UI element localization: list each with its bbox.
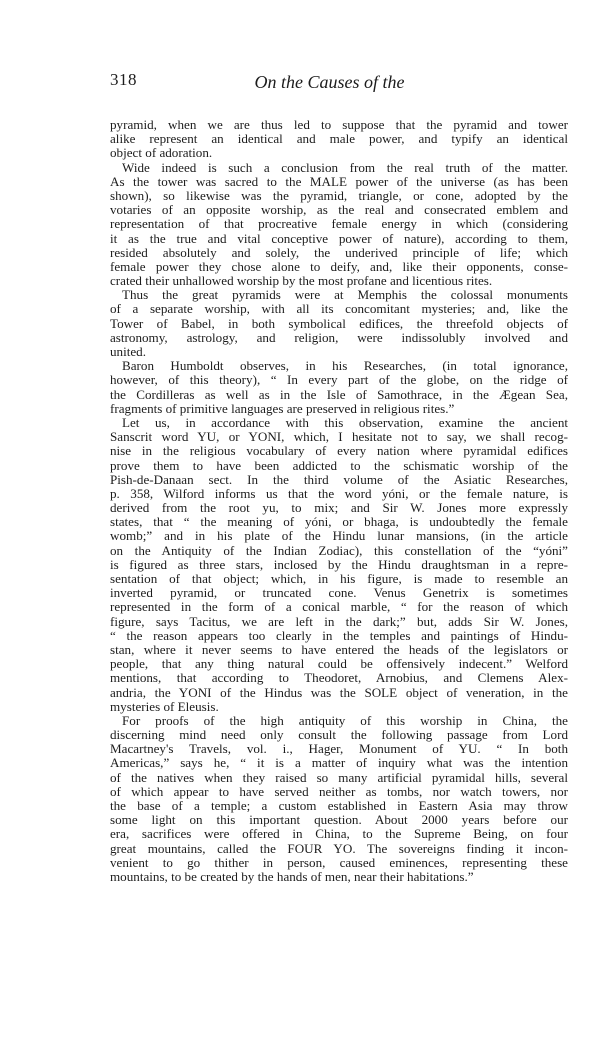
text-line: Wide indeed is such a conclusion from the real truth of the matter. — [122, 160, 568, 175]
text-line: stan, where it never seems to have entered the heads of the legislators or — [110, 642, 568, 657]
text-line: is figured as three stars, inclosed by the Hindu draughtsman in a repre- — [110, 557, 568, 572]
text-line: great mountains, called the FOUR YO. The sovereigns finding it incon- — [110, 841, 568, 856]
text-line: people, that any thing natural could be offensively indecent.” Welford — [110, 657, 568, 672]
text-line: p. 358, Wilford informs us that the word yóni, or the female nature, is — [110, 486, 568, 501]
text-line: it as the true and vital conceptive power of nature), according to them, — [110, 231, 568, 246]
text-line: nise in the religious vocabulary of every nation where pyramidal edifices — [110, 444, 568, 459]
text-line: sentation of that object; which, in his figure, is made to resemble an — [110, 572, 568, 586]
text-line: of a separate worship, with all its concomitant mysteries; and, like the — [110, 302, 568, 317]
text-line: fragments of primitive languages are preserved in religious rites.” — [110, 401, 455, 416]
text-line: votaries of an opposite worship, as the real and consecrated emblem and — [110, 203, 568, 218]
text-line: inverted pyramid, or truncated cone. Venus Genetrix is sometimes — [110, 586, 568, 601]
text-line: As the tower was sacred to the MALE power of the universe (as has been — [110, 174, 568, 189]
text-line: female power they chose alone to deify, and, like their opponents, conse- — [110, 259, 568, 274]
text-line: Sanscrit word YU, or YONI, which, I hesitate not to say, we shall recog- — [110, 430, 568, 445]
text-line: Let us, in accordance with this observation, examine the ancient — [122, 415, 568, 430]
text-line: of which appear to have served neither as tombs, nor watch towers, nor — [110, 784, 568, 799]
text-line: andria, the YONI of the Hindus was the SOLE object of veneration, in the — [110, 685, 568, 700]
text-line: mentions, that according to Theodoret, Arnobius, and Clemens Alex- — [110, 671, 568, 686]
text-line: womb;” and in his plate of the Hindu lunar mansions, (in the article — [110, 529, 568, 544]
text-line: some light on this important question. About 2000 years before our — [110, 813, 568, 828]
text-line: venient to go thither in person, caused eminences, representing these — [110, 855, 568, 870]
running-title: On the Causes of the — [254, 72, 405, 92]
text-line: Americas,” says he, “ it is a matter of inquiry what was the intention — [110, 756, 568, 771]
text-line: mysteries of Eleusis. — [110, 699, 219, 714]
text-line: crated their unhallowed worship by the most profane and licentious rites. — [110, 274, 493, 289]
body-text — [110, 118, 568, 884]
text-line: states, that “ the meaning of yóni, or bhaga, is undoubtedly the female — [110, 515, 568, 530]
text-line: resided absolutely and solely, the underived principle of life; which — [110, 245, 568, 260]
text-line: era, sacrifices were offered in China, to the Supreme Being, on four — [110, 827, 568, 842]
text-line: object of adoration. — [110, 146, 213, 161]
text-line: figure, says Tacitus, we are left in the dark;” but, adds Sir W. Jones, — [110, 614, 568, 629]
text-line: of the natives when they raised so many artificial pyramidal hills, several — [110, 770, 568, 785]
text-line: the Cordilleras as well as in the Isle of Samothrace, in the Ægean Sea, — [110, 387, 568, 402]
text-line: representation of that procreative female energy in which (considering — [110, 217, 568, 232]
text-line: Baron Humboldt observes, in his Researches, (in total ignorance, — [122, 359, 568, 374]
text-line: Macartney's Travels, vol. i., Hager, Monument of YU. “ In both — [110, 742, 568, 757]
text-line: united. — [110, 345, 147, 359]
text-line: discerning mind need only consult the following passage from Lord — [110, 728, 568, 743]
text-line: prove them to have been addicted to the schismatic worship of the — [110, 458, 568, 473]
text-line: Pish-de-Danaan sect. In the third volume of the Asiatic Researches, — [110, 472, 568, 487]
text-line: Thus the great pyramids were at Memphis the colossal monuments — [122, 288, 568, 303]
text-line: however, of this theory), “ In every part of the globe, on the ridge of — [110, 373, 568, 388]
text-line: the base of a temple; a custom established in Eastern Asia may throw — [110, 799, 568, 813]
text-line: astronomy, astrology, and religion, were indissolubly involved and — [110, 330, 568, 345]
text-line: pyramid, when we are thus led to suppose that the pyramid and tower — [110, 118, 568, 132]
text-line: shown), so likewise was the pyramid, triangle, or cone, adopted by the — [110, 188, 568, 203]
text-line: on the Antiquity of the Indian Zodiac), this constellation of the “yóni” — [110, 543, 568, 558]
text-line: derived from the root yu, to mix; and Sir W. Jones more expressly — [110, 501, 568, 516]
text-line: Tower of Babel, in both symbolical edifices, the threefold objects of — [110, 316, 568, 331]
text-line: “ the reason appears too clearly in the temples and paintings of Hindu- — [110, 628, 568, 643]
text-line: mountains, to be created by the hands of men, near their habitations.” — [110, 869, 474, 884]
text-line: alike represent an identical and male power, and typify an identical — [110, 132, 568, 147]
text-line: For proofs of the high antiquity of this worship in China, the — [122, 713, 568, 728]
page-number: 318 — [110, 70, 137, 89]
text-line: represented in the form of a conical marble, “ for the reason of which — [110, 600, 568, 615]
